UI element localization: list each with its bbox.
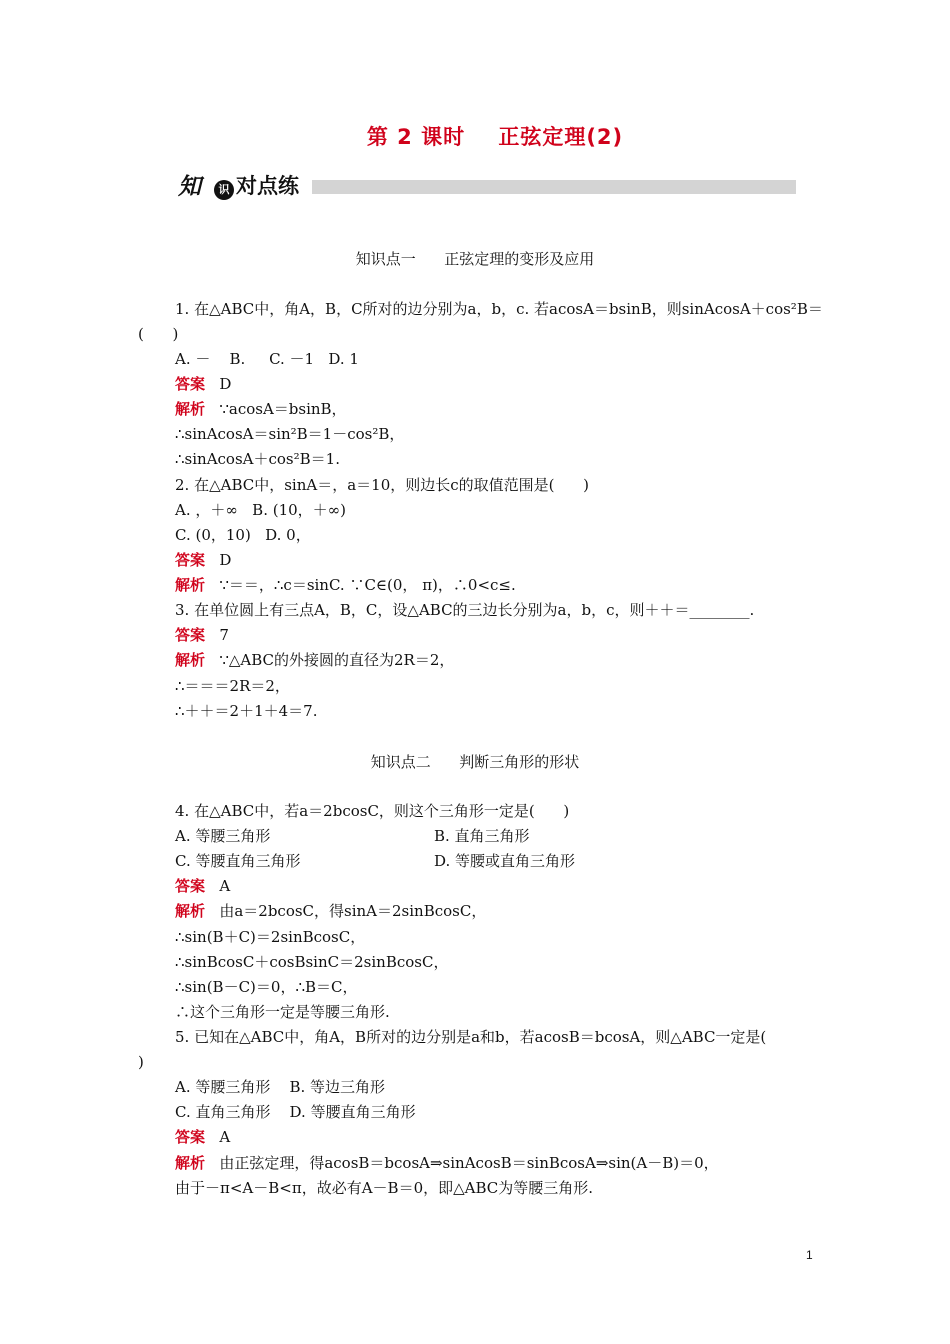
- analysis-label: 解析: [175, 576, 206, 594]
- q5-solution-1: 由正弦定理，得acosB＝bcosA⇒sinAcosB＝sinBcosA⇒sin(A－B)＝0，: [219, 1154, 719, 1172]
- q3-answer-row: [175, 625, 229, 645]
- answer-label: 答案: [175, 375, 206, 393]
- q1-answer: D: [219, 375, 232, 393]
- q3-stem: 3. 在单位圆上有三点A，B，C，设△ABC的三边长分别为a，b，c，则＋＋＝________.: [175, 601, 755, 619]
- answer-label: 答案: [175, 551, 206, 569]
- q2-answer-row: [175, 550, 231, 570]
- answer-label: 答案: [175, 1128, 206, 1146]
- q1-solution-1: ∵acosA＝bsinB，: [219, 400, 347, 418]
- q3-solution-1: ∵△ABC的外接圆的直径为2R＝2，: [219, 651, 455, 669]
- section-heading-2: 知识点二 判断三角形的形状: [370, 753, 580, 771]
- q2-options-1: A. ，＋∞ B. (10，＋∞): [175, 501, 347, 519]
- q5-answer: A: [219, 1128, 231, 1146]
- q3-solution-3: ∴＋＋＝2＋1＋4＝7.: [175, 702, 318, 720]
- section-heading-1: 知识点一 正弦定理的变形及应用: [355, 250, 595, 268]
- analysis-label: 解析: [175, 400, 206, 418]
- page-title: 第 2 课时 正弦定理(2): [366, 125, 624, 149]
- banner-text: 对点练: [236, 174, 299, 198]
- q5-options-2: C. 直角三角形 D. 等腰直角三角形: [175, 1103, 416, 1121]
- q5-stem-bracket: ): [138, 1053, 144, 1071]
- q3-analysis-row: [175, 650, 454, 670]
- analysis-label: 解析: [175, 902, 206, 920]
- q4-answer-row: [175, 876, 230, 896]
- q2-stem: 2. 在△ABC中，sinA＝，a＝10，则边长c的取值范围是( ): [175, 476, 589, 494]
- analysis-label: 解析: [175, 1154, 206, 1172]
- banner-bar: [312, 180, 796, 194]
- q4-option-d: D. 等腰或直角三角形: [434, 852, 576, 870]
- section-banner: [178, 168, 798, 202]
- q1-solution-2: ∴sinAcosA＝sin²B＝1－cos²B，: [175, 425, 405, 443]
- q1-options: A. － B. C. －1 D. 1: [175, 350, 359, 368]
- q4-analysis-row: [175, 901, 486, 921]
- q3-answer: 7: [219, 626, 229, 644]
- analysis-label: 解析: [175, 651, 206, 669]
- q2-analysis-row: [175, 575, 516, 595]
- q4-answer: A: [219, 877, 231, 895]
- answer-label: 答案: [175, 877, 206, 895]
- q5-solution-2: 由于－π<A－B<π，故必有A－B＝0，即△ABC为等腰三角形.: [175, 1179, 594, 1197]
- q5-stem: 5. 已知在△ABC中，角A，B所对的边分别是a和b，若acosB＝bcosA，则△ABC一定是(: [175, 1028, 767, 1046]
- q5-answer-row: [175, 1127, 230, 1147]
- q4-solution-4: ∴sin(B－C)＝0，∴B＝C，: [175, 978, 358, 996]
- q2-solution: ∵＝＝，∴c＝sinC. ∵C∈(0， π)，∴0<c≤.: [219, 576, 516, 594]
- q4-option-a: A. 等腰三角形: [175, 827, 271, 845]
- q2-answer: D: [219, 551, 232, 569]
- q1-answer-row: [175, 374, 231, 394]
- q3-solution-2: ∴＝＝＝2R＝2，: [175, 677, 290, 695]
- q5-options-1: A. 等腰三角形 B. 等边三角形: [175, 1078, 386, 1096]
- q1-analysis-row: [175, 399, 347, 419]
- q1-stem-bracket: ( ): [138, 325, 179, 343]
- q4-solution-1: 由a＝2bcosC，得sinA＝2sinBcosC，: [219, 902, 487, 920]
- banner-char-zhi: 知: [178, 173, 201, 200]
- answer-label: 答案: [175, 626, 206, 644]
- q4-solution-2: ∴sin(B＋C)＝2sinBcosC，: [175, 928, 366, 946]
- q4-solution-3: ∴sinBcosC＋cosBsinC＝2sinBcosC，: [175, 953, 449, 971]
- q4-option-b: B. 直角三角形: [434, 827, 530, 845]
- banner-char-shi: 识: [214, 180, 234, 200]
- q1-solution-3: ∴sinAcosA＋cos²B＝1.: [175, 450, 340, 468]
- q5-analysis-row: [175, 1153, 719, 1173]
- q4-solution-5: ∴这个三角形一定是等腰三角形.: [175, 1003, 390, 1021]
- q4-option-c: C. 等腰直角三角形: [175, 852, 301, 870]
- page-number: 1: [806, 1248, 813, 1262]
- q1-stem: 1. 在△ABC中，角A，B，C所对的边分别为a，b，c. 若acosA＝bsinB，则sinAcosA＋cos²B＝: [175, 300, 823, 318]
- q4-stem: 4. 在△ABC中，若a＝2bcosC，则这个三角形一定是( ): [175, 802, 570, 820]
- q2-options-2: C. (0，10) D. 0，: [175, 526, 311, 544]
